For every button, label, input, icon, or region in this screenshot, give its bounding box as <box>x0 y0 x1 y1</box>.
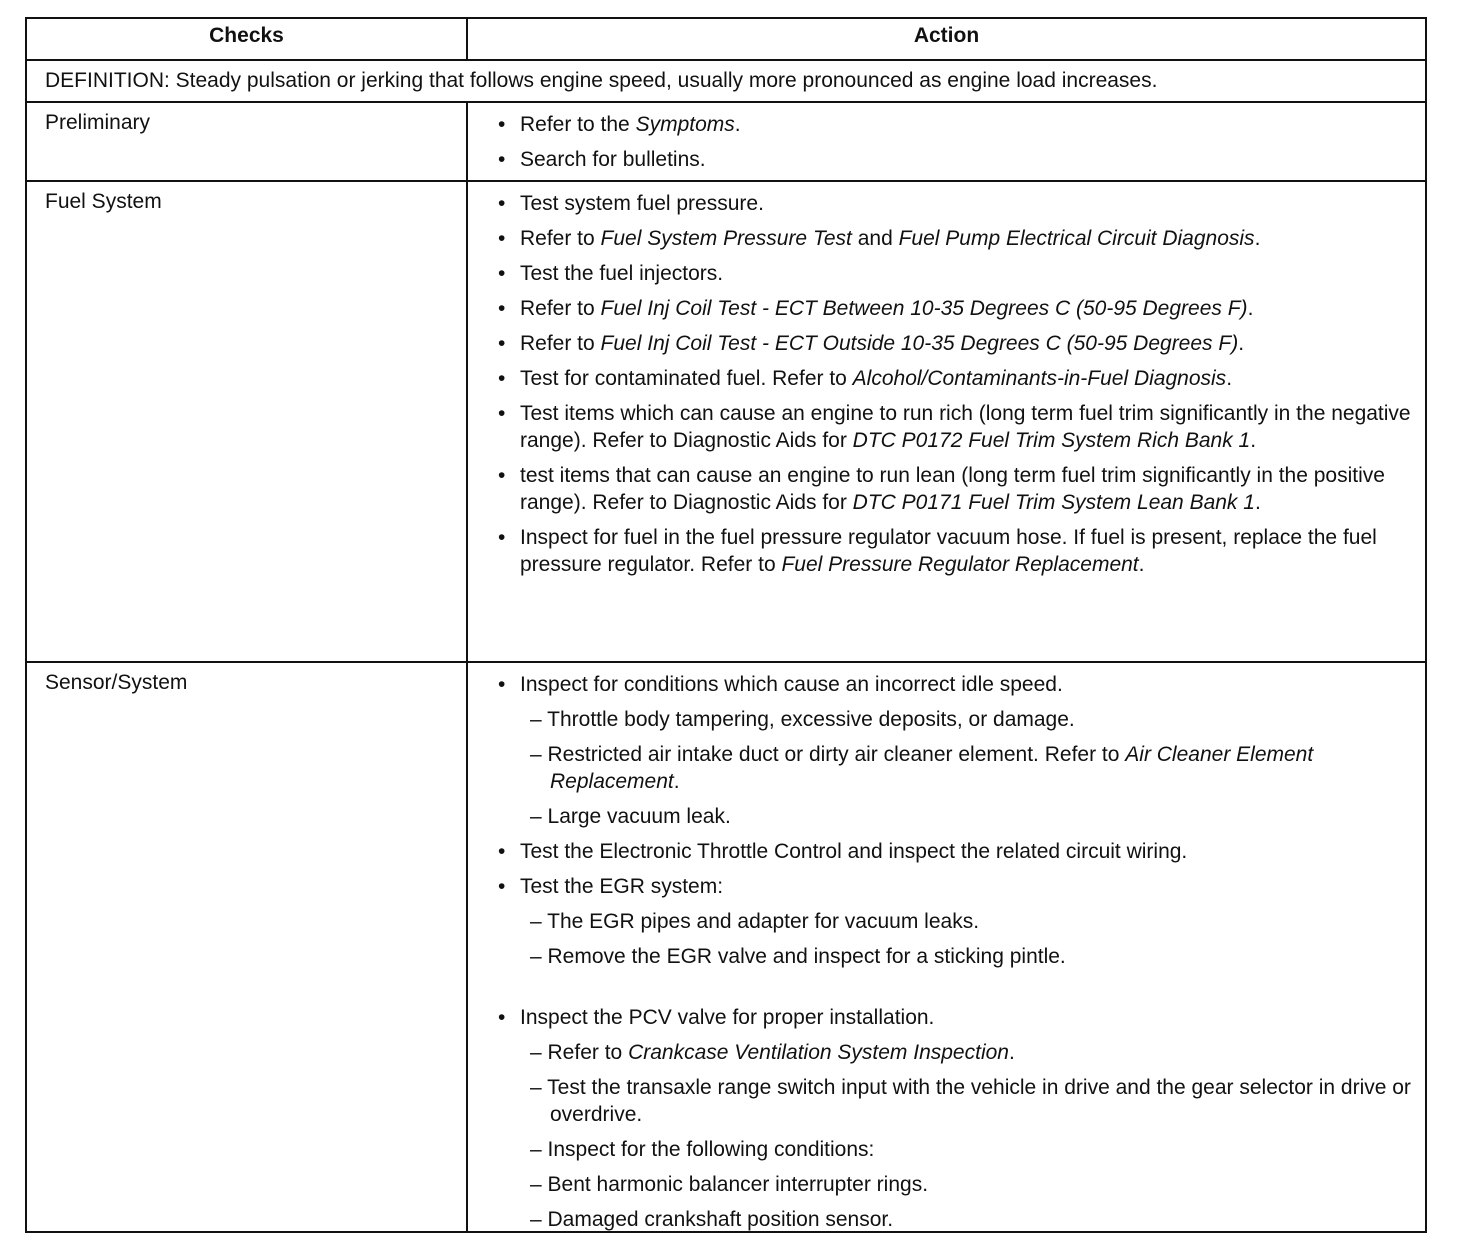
action-list <box>498 111 1425 173</box>
sub-action-item: – The EGR pipes and adapter for vacuum leaks. <box>530 910 980 933</box>
reference-link: Crankcase Ventilation System Inspection <box>628 1041 1009 1064</box>
sub-action-item: – Refer to Crankcase Ventilation System Inspection. <box>530 1041 1015 1064</box>
reference-link: Fuel System Pressure Test <box>600 227 852 250</box>
diagnostic-table <box>25 17 1427 1233</box>
action-item: • Refer to Fuel System Pressure Test and Fuel Pump Electrical Circuit Diagnosis. <box>498 225 1425 252</box>
sub-action-item: – Large vacuum leak. <box>530 805 731 828</box>
action-item: • Test the fuel injectors. <box>498 260 1425 287</box>
sub-action-item: – Restricted air intake duct or dirty air cleaner element. Refer to Air Cleaner Element Replacement. <box>530 743 1314 793</box>
sub-action-item: – Throttle body tampering, excessive deposits, or damage. <box>530 708 1075 731</box>
definition-row <box>27 59 1425 101</box>
header-checks: Checks <box>27 19 468 59</box>
table-row-preliminary <box>27 101 1425 180</box>
action-item: • test items that can cause an engine to run lean (long term fuel trim significantly in the positive range). Refer to Diagnostic Aids for DTC P0171 Fuel Trim System Lean Bank 1. <box>498 462 1425 516</box>
action-item: • Refer to the Symptoms. <box>498 111 1425 138</box>
action-list <box>498 190 1425 578</box>
check-label: Fuel System <box>27 182 468 661</box>
reference-link: Fuel Inj Coil Test - ECT Outside 10-35 Degrees C (50-95 Degrees F) <box>600 332 1239 355</box>
action-item: • Refer to Fuel Inj Coil Test - ECT Outside 10-35 Degrees C (50-95 Degrees F). <box>498 330 1425 357</box>
check-label: Preliminary <box>27 103 468 180</box>
sub-action-item: – Bent harmonic balancer interrupter rings. <box>530 1173 929 1196</box>
sub-action-item: – Inspect for the following conditions: <box>530 1138 875 1161</box>
header-action: Action <box>913 24 980 47</box>
reference-link: Fuel Pump Electrical Circuit Diagnosis <box>898 227 1255 250</box>
reference-link: Fuel Inj Coil Test - ECT Between 10-35 Degrees C (50-95 Degrees F) <box>600 297 1248 320</box>
sub-action-item: – Damaged crankshaft position sensor. <box>530 1208 894 1231</box>
header-row <box>27 19 1425 59</box>
table-row-sensor-system <box>27 661 1425 1231</box>
action-item: • Test the EGR system: <box>498 873 1425 900</box>
action-list <box>498 671 1425 1233</box>
reference-link: DTC P0172 Fuel Trim System Rich Bank 1 <box>852 429 1251 452</box>
sub-action-item: – Remove the EGR valve and inspect for a sticking pintle. <box>530 945 1066 968</box>
action-item: • Test items which can cause an engine to run rich (long term fuel trim significantly in the negative range). Refer to Diagnostic Aids for DTC P0172 Fuel Trim System Rich Bank 1. <box>498 400 1425 454</box>
table-row-fuel-system <box>27 180 1425 661</box>
reference-link: Symptoms <box>635 113 735 136</box>
definition-text: DEFINITION: Steady pulsation or jerking that follows engine speed, usually more pronounced as engine load increases. <box>45 69 1158 92</box>
reference-link: Fuel Pressure Regulator Replacement <box>781 553 1139 576</box>
sub-action-item: – Test the transaxle range switch input with the vehicle in drive and the gear selector in drive or overdrive. <box>530 1076 1411 1126</box>
reference-link: Alcohol/Contaminants-in-Fuel Diagnosis <box>852 367 1227 390</box>
action-item: • Search for bulletins. <box>498 146 1425 173</box>
reference-link: Air Cleaner Element Replacement <box>550 743 1314 793</box>
action-item: • Test the Electronic Throttle Control and inspect the related circuit wiring. <box>498 838 1425 865</box>
action-item: • Test system fuel pressure. <box>498 190 1425 217</box>
action-item: • Refer to Fuel Inj Coil Test - ECT Between 10-35 Degrees C (50-95 Degrees F). <box>498 295 1425 322</box>
check-label: Sensor/System <box>27 663 468 1231</box>
action-item: • Inspect for conditions which cause an incorrect idle speed. <box>498 671 1425 698</box>
action-item: • Inspect the PCV valve for proper installation. <box>498 1004 1425 1031</box>
action-item: • Inspect for fuel in the fuel pressure regulator vacuum hose. If fuel is present, replace the fuel pressure regulator. Refer to Fuel Pressure Regulator Replacement. <box>498 524 1425 578</box>
reference-link: DTC P0171 Fuel Trim System Lean Bank 1 <box>852 491 1255 514</box>
action-item: • Test for contaminated fuel. Refer to Alcohol/Contaminants-in-Fuel Diagnosis. <box>498 365 1425 392</box>
